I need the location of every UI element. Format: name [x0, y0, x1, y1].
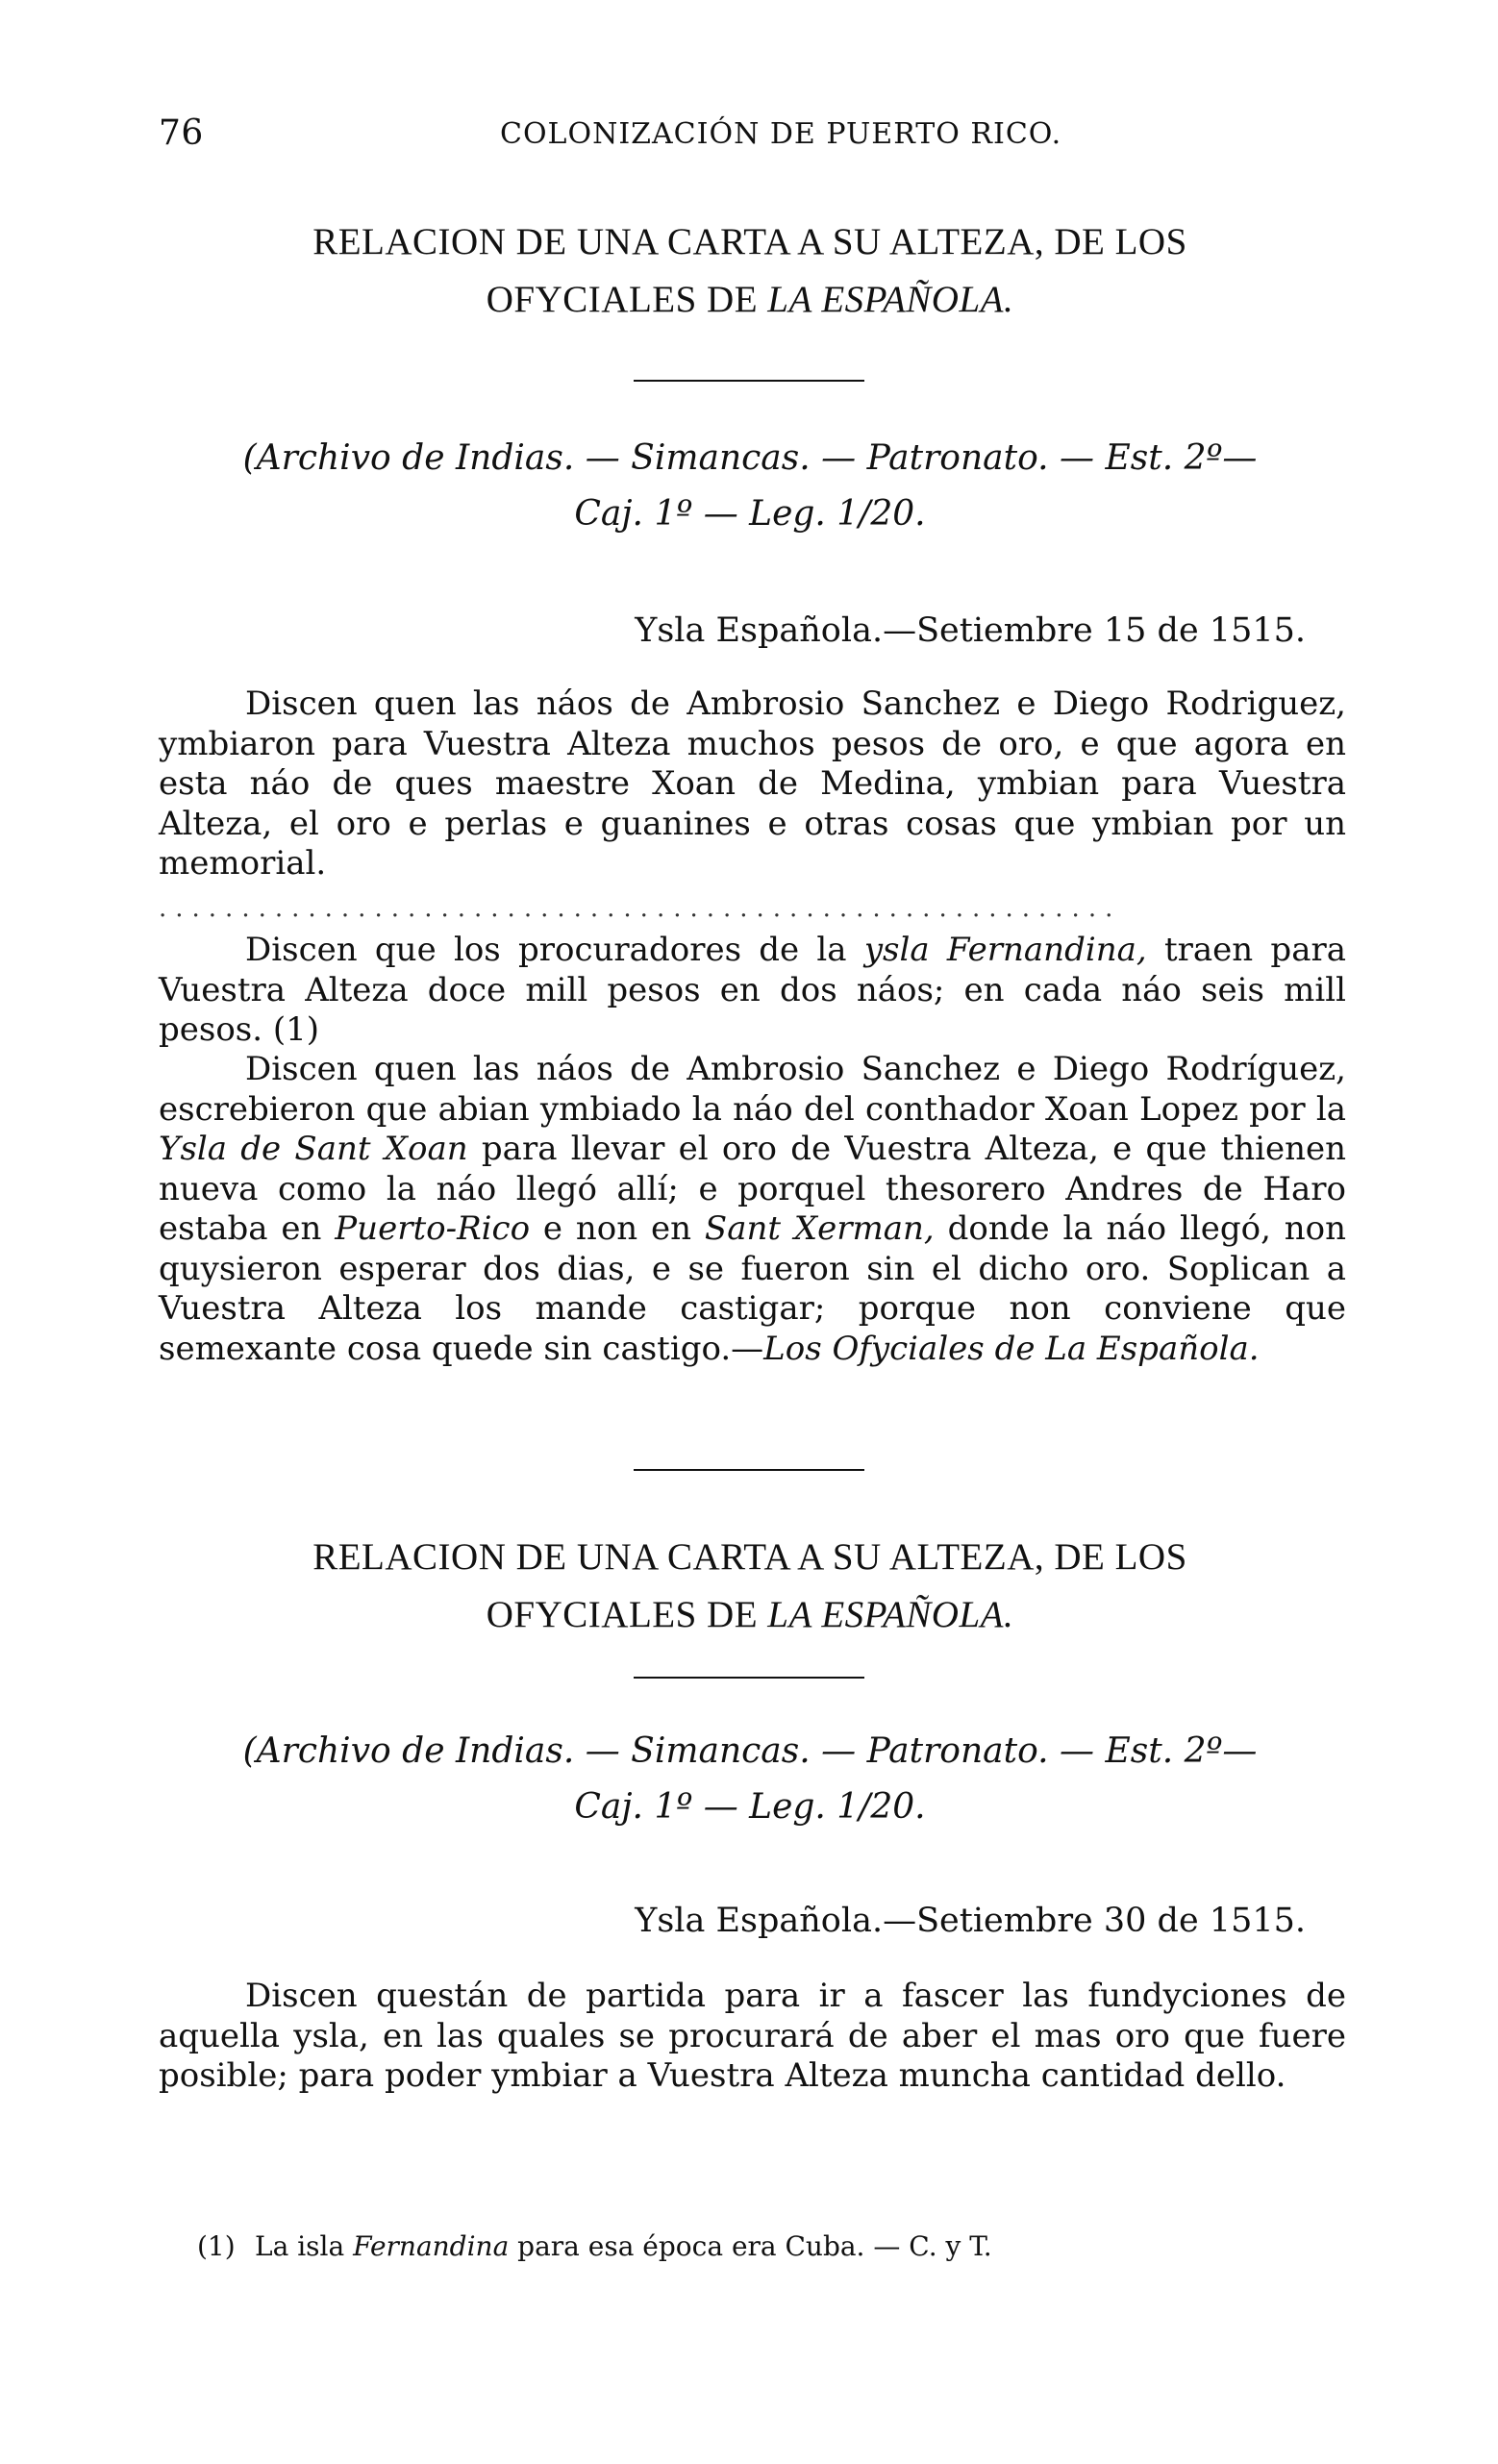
doc1-title-line2: OFYCIALES DE LA ESPAÑOLA. — [486, 279, 1014, 320]
doc2-source-line2: Caj. 1º — Leg. 1/20. — [574, 1787, 926, 1827]
doc2-title-line2: OFYCIALES DE LA ESPAÑOLA. — [486, 1594, 1014, 1635]
section-divider — [634, 1469, 864, 1471]
doc2-title — [144, 1529, 1356, 1644]
footnote-mark: (1) — [197, 2230, 236, 2262]
doc1-paragraph-2: Discen que los procuradores de la ysla Fernandina, traen para Vuestra Alteza doce mill pesos en dos náos; en cada náo seis mill pesos. (1) — [159, 931, 1346, 1049]
doc2-paragraph-1: Discen questán de partida para ir a fascer las fundyciones de aquella ysla, en las quales se procurará de aber el mas oro que fuere posible; para poder ymbiar a Vuestra Alteza muncha cantidad dello. — [159, 1977, 1346, 2095]
doc1-signature: Los Ofyciales de La Española. — [763, 1329, 1260, 1368]
doc1-source — [144, 431, 1356, 542]
ellipsis-line: .......................................................... — [159, 894, 1122, 923]
doc1-source-line2: Caj. 1º — Leg. 1/20. — [574, 494, 926, 534]
doc1-title-line1: RELACION DE UNA CARTA A SU ALTEZA, DE LOS — [312, 221, 1187, 262]
doc1-dateline: Ysla Española.—Setiembre 15 de 1515. — [635, 611, 1306, 650]
doc1-title — [144, 213, 1356, 329]
footnote: (1) La isla Fernandina para esa época era Cuba. — C. y T. — [159, 2230, 992, 2262]
doc2-divider — [634, 1677, 864, 1679]
running-title: COLONIZACIÓN DE PUERTO RICO. — [500, 117, 1062, 151]
page-number: 76 — [159, 113, 204, 153]
doc1-paragraph-3: Discen quen las náos de Ambrosio Sanchez e Diego Rodríguez, escrebieron que abian ymbiado la náo del conthador Xoan Lopez por la Ysla de Sant Xoan para llevar el oro de Vuestra Alteza, e que thienen nueva como la náo llegó allí; e porquel thesorero Andres de Haro estaba en Puerto-Rico e non en Sant Xerman, donde la náo llegó, non quysieron esperar dos dias, e se fueron sin el dicho oro. Soplican a Vuestra Alteza los mande castigar; porque non conviene que semexante cosa quede sin castigo.—Los Ofyciales de La Española. — [159, 1050, 1347, 1368]
doc1-source-line1: (Archivo de Indias. — Simancas. — Patronato. — Est. 2º— — [242, 438, 1258, 478]
doc2-title-line1: RELACION DE UNA CARTA A SU ALTEZA, DE LOS — [312, 1536, 1187, 1578]
doc2-source-line1: (Archivo de Indias. — Simancas. — Patronato. — Est. 2º— — [242, 1731, 1258, 1771]
doc2-source — [144, 1724, 1356, 1835]
doc1-divider — [634, 380, 864, 382]
doc1-paragraph-1: Discen quen las náos de Ambrosio Sanchez e Diego Rodriguez, ymbiaron para Vuestra Alteza muchos pesos de oro, e que agora en esta náo de ques maestre Xoan de Medina, ymbian para Vuestra Alteza, el oro e perlas e guanines e otras cosas que ymbian por un memorial. — [159, 684, 1346, 883]
doc2-dateline: Ysla Española.—Setiembre 30 de 1515. — [635, 1902, 1306, 1940]
